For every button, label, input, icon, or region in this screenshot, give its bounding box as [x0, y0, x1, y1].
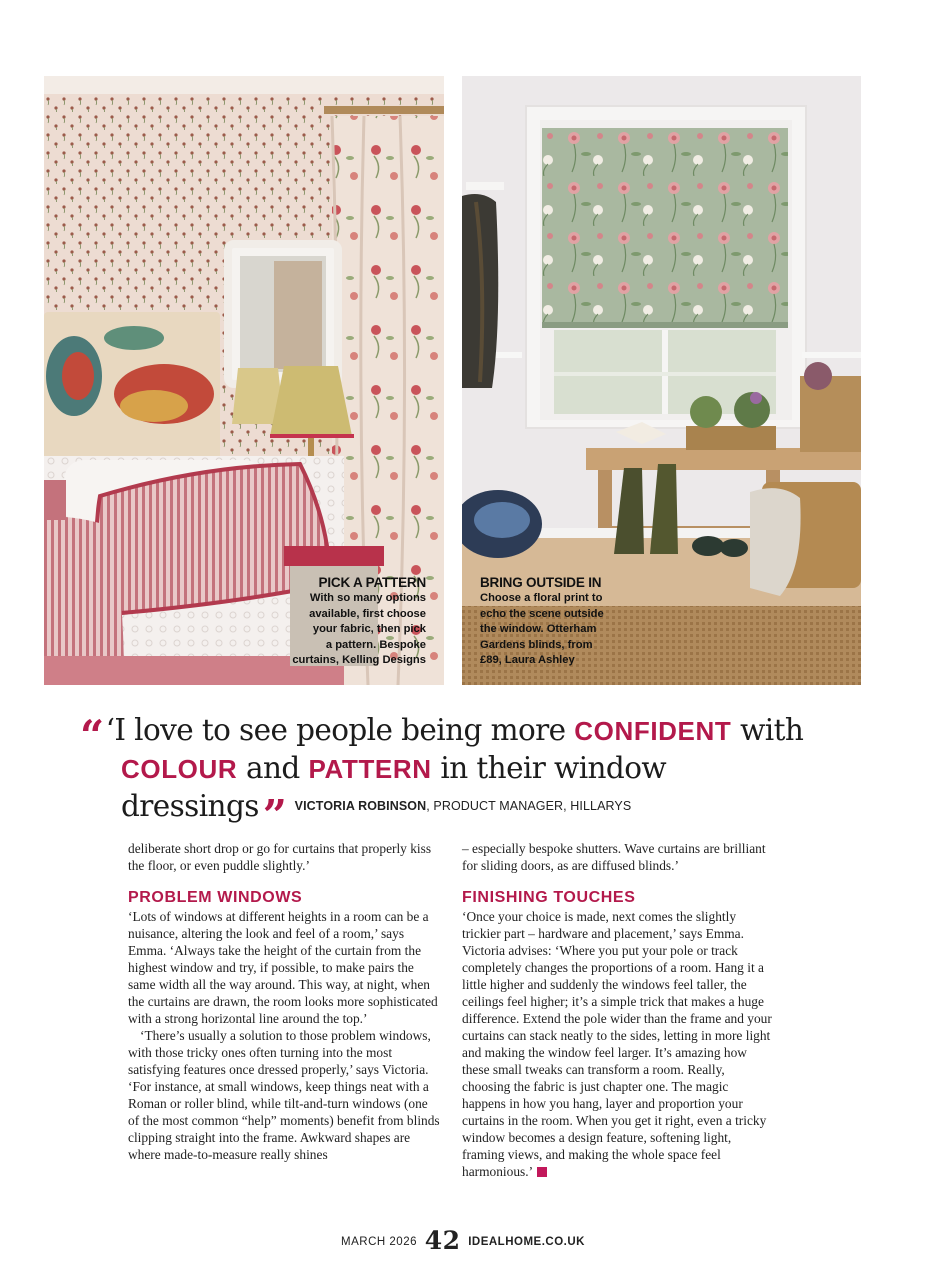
article-paragraph: ‘Lots of windows at different heights in a room can be a nuisance, altering the look and feel of a room,’ says Emma. ‘Always take the height of the curtain from the highest window and try, if possible, to make pairs the same width all the way around. This way, at night, when the curtains are drawn, the room looks more sophisticated with a strong horizontal line around the top.’: [128, 909, 438, 1026]
caption-line: curtains, Kelling Designs: [292, 654, 426, 667]
section-heading: FINISHING TOUCHES: [462, 889, 636, 906]
quote-highlight: PATTERN: [308, 754, 432, 784]
caption-line: Choose a floral print to: [480, 592, 603, 604]
caption-pick-a-pattern: [256, 575, 426, 669]
quote-text: and: [237, 751, 309, 785]
caption-heading: PICK A PATTERN: [318, 575, 426, 590]
site-name: IDEALHOME.CO.UK: [468, 1236, 585, 1248]
caption-line: Gardens blinds, from: [480, 638, 593, 651]
caption-heading: BRING OUTSIDE IN: [480, 575, 602, 590]
quote-text: ‘I love to see people being more: [105, 713, 575, 747]
caption-line: £89, Laura Ashley: [480, 654, 575, 667]
quote-text: in their window dressings: [121, 751, 667, 823]
close-quote-icon: ”: [262, 791, 287, 840]
bedroom-photo: [44, 76, 444, 685]
page-number: 42: [424, 1226, 461, 1255]
caption-bring-outside-in: [480, 575, 655, 669]
caption-line: your fabric, then pick: [312, 623, 426, 636]
end-mark-icon: [537, 1167, 547, 1177]
article-paragraph: ‘There’s usually a solution to those problem windows, with those tricky ones often turning into the most satisfying features once dressed properly,’ says Victoria. ‘For instance, at small windows, keep things neat with a Roman or roller blind, while tilt-and-turn windows (one of the most common “help” moments) benefit from blinds clipping straight into the frame. Awkward shapes are where made-to-measure really shines: [128, 1028, 440, 1162]
issue-date: MARCH 2026: [341, 1236, 417, 1248]
quote-highlight: CONFIDENT: [574, 716, 732, 746]
caption-line: available, first choose: [309, 607, 426, 620]
hallway-photo: [462, 76, 861, 685]
caption-line: echo the scene outside: [480, 607, 604, 620]
article-column-right: [462, 840, 774, 1180]
article-paragraph: ‘Once your choice is made, next comes the slightly trickier part – hardware and placement,’ says Emma. Victoria advises: ‘Where you put your pole or track completely changes the proportions of a room. Hang it a little higher and suddenly the windows feel taller, the ceilings feel higher; it’s a simple trick that makes a huge difference. Extend the pole wider than the frame and your curtains can stack neatly to the sides, letting in more light and making the window feel larger. It’s amazing how these small tweaks can transform a room. Really, choosing the fabric is just chapter one. The magic happens in how you hang, layer and proportion your curtains in the room. When you get it right, even a tricky window becomes a design feature, softening light, framing views, and making the whole space feel harmonious.’: [462, 909, 772, 1179]
caption-line: the window. Otterham: [480, 623, 597, 636]
quote-highlight: COLOUR: [121, 754, 238, 784]
attribution-name: VICTORIA ROBINSON: [294, 799, 427, 813]
page-footer: [0, 1226, 926, 1255]
article-paragraph: deliberate short drop or go for curtains that properly kiss the floor, or even puddle slightly.’: [128, 841, 432, 873]
attribution-role: , PRODUCT MANAGER, HILLARYS: [426, 799, 632, 813]
open-quote-icon: “: [80, 711, 104, 760]
article-paragraph: – especially bespoke shutters. Wave curtains are brilliant for sliding doors, as are diffused blinds.’: [462, 841, 766, 873]
article-column-left: [128, 840, 440, 1163]
quote-attribution: [0, 799, 926, 813]
caption-line: With so many options: [309, 592, 426, 604]
section-heading: PROBLEM WINDOWS: [128, 889, 303, 906]
quote-text: with: [731, 713, 804, 747]
caption-line: a pattern. Bespoke: [325, 638, 426, 651]
